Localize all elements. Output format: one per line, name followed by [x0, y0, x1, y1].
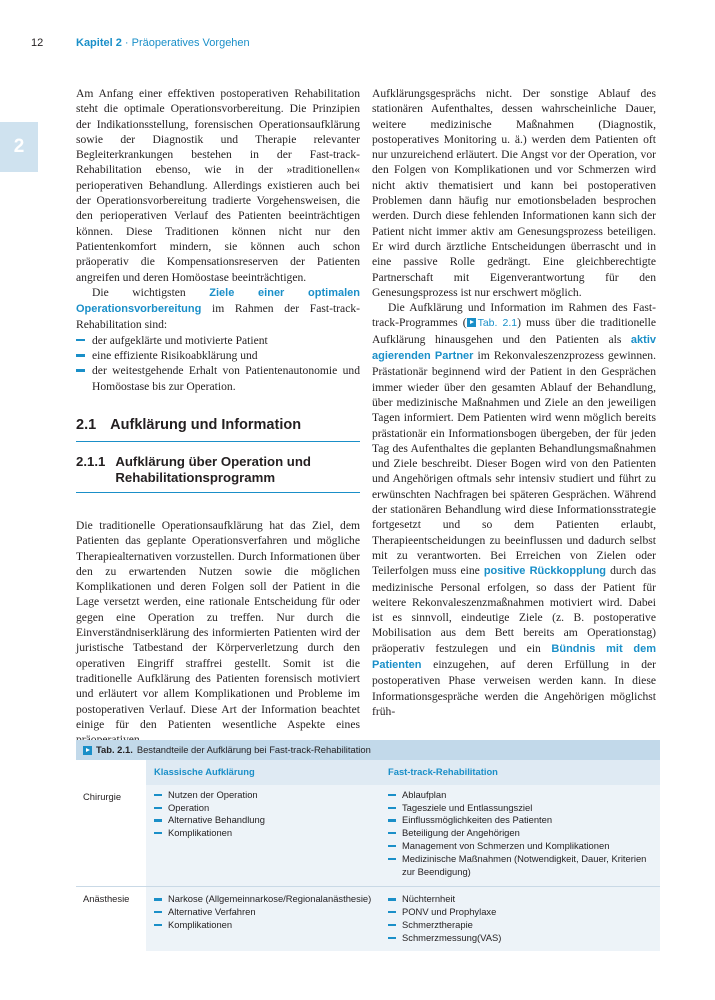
list-item: Management von Schmerzen und Komplikationen [388, 840, 652, 853]
list-item: Einflussmöglichkeiten des Patienten [388, 814, 652, 827]
chapter-tab: 2 [0, 122, 38, 172]
table-2-1 [76, 740, 660, 951]
list-item: PONV und Prophylaxe [388, 906, 652, 919]
body-paragraph: Die traditionelle Operationsaufklärung hat das Ziel, dem Patienten das geplante Operationsverfahren und mögliche Therapiealternativen vorzustellen. Durch Informationen über den zu erwartenden Nutzen sowie die möglichen Komplikationen und deren Folgen soll der Patient in die Lage versetzt werden, eine rationale Entscheidung für oder gegen eine Operation zu treffen. Nur durch die Einverständniserklärung des informierten Patienten wird der juristische Tatbestand der Körperverletzung durch den operativen Eingriff straffrei gestellt. Somit ist die traditionelle Aufklärung des Patienten forensisch motiviert und erläutert vor allem Komplikationen und Probleme im postoperativen Verlauf. Diese Art der Information beachtet einige für den Patienten wesentliche Aspekte eines [76, 518, 360, 731]
goals-highlight: Ziele einer optimalen Operationsvorbereitung [76, 286, 360, 316]
left-column [76, 86, 360, 747]
column-header: Fast-track-Rehabilitation [380, 760, 660, 785]
list-item: Medizinische Maßnahmen (Notwendigkeit, Dauer, Kriterien zur Beendigung) [388, 853, 652, 879]
running-header [76, 37, 250, 49]
keyword-highlight: Bündnis mit dem Patienten [372, 642, 656, 671]
table-label: Tab. 2.1. [96, 743, 133, 755]
list-item: Schmerztherapie [388, 919, 652, 932]
row-header: Chirurgie [83, 790, 122, 802]
page-number: 12 [31, 37, 44, 49]
body-paragraph: Die Aufklärung und Information im Rahmen des Fast-track-Programmes ( Tab. 2.1) muss über die traditionelle Aufklärung hinausgehen und den Patienten als aktiv agierenden Partner im Rekonvaleszenzprozess gewinnen. Prästationär beginnend wird der Patient in den Gesprächen immer wieder über den gesamten Ablauf der Behandlung, über medizinische Maßnahmen und Ziele an den jeweiligen Tagen informiert. Dem Patienten wird wenn möglich bereits prästationär ein Informationsbogen übergeben, der für jeden Tag des Aufenthaltes die geplanten Behandlungsmaßnahmen und Ziele beschreibt. Dieser Bogen wird von den Patienten und Angehörigen oftmals sehr intensiv studiert und führt zu erwünschten Nachfragen bei späteren Gesprächen. Während der stationären Behandlung wird diese Informationsstrategie fortgesetzt und so dem Patienten erlaubt, Therapieentscheidungen zu beeinflussen und dadurch selbst mit zu verantworten. Bei Erreichen von Zielen oder Teilerfolgen muss eine positive Rückkopplung durch das medizinische Personal erfolgen, so dass der Patient für weitere Rekonvaleszenzmaßnahmen motiviert wird. Dabei ist es sinnvoll, eindeutige Ziele (z. B. postoperative Mobilisation aus dem Bett bereits am Operationstag) präoperativ festzulegen und ein Bündnis mit dem Patienten einzugehen, auf deren Erfüllung in der postoperativen Phase verweisen werden kann. In diese Informationsgespräche werden die Angehörigen möglichst früh- [372, 301, 656, 718]
list-item: Nutzen der Operation [154, 789, 372, 802]
list-item: eine effiziente Risikoabklärung und [76, 348, 360, 363]
arrow-icon [83, 746, 92, 755]
right-column [372, 86, 656, 719]
table-corner [76, 760, 146, 785]
keyword-highlight: aktiv agierenden Partner [372, 333, 656, 363]
table-row [76, 887, 660, 951]
list-item: Komplikationen [154, 827, 372, 840]
list-item: Ablaufplan [388, 789, 652, 802]
list-item: Alternative Behandlung [154, 814, 372, 827]
list-item: Beteiligung der Angehörigen [388, 827, 652, 840]
table-caption [76, 740, 660, 760]
list-item: Alternative Verfahren [154, 906, 372, 919]
table-grid [76, 760, 660, 951]
table-caption-text: Bestandteile der Aufklärung bei Fast-track-Rehabilitation [136, 743, 371, 755]
list-item: Komplikationen [154, 919, 372, 932]
list-item: Operation [154, 802, 372, 815]
column-header: Klassische Aufklärung [146, 760, 380, 785]
table-row [76, 785, 660, 887]
subsection-heading: 2.1.1 Aufklärung über Operation und Rehabilitationsprogramm [76, 454, 360, 493]
row-header: Anästhesie [76, 887, 146, 951]
list-item: Nüchternheit [388, 893, 652, 906]
list-item: der weitestgehende Erhalt von Patientenautonomie und Homöostase bis zur Operation. [76, 363, 360, 394]
goals-list [76, 333, 360, 394]
table-reference-link[interactable]: Tab. 2.1 [467, 317, 518, 329]
list-item: Narkose (Allgemeinnarkose/Regionalanästhesie) [154, 893, 372, 906]
section-heading: 2.1 Aufklärung und Information [76, 416, 360, 442]
intro-paragraph: Am Anfang einer effektiven postoperativen Rehabilitation steht die optimale Operationsvorbereitung. Die Prinzipien der Indikationsstellung, forensischen Operationsaufklärung sowie der Diagnostik und Therapie relevanter Begleiterkrankungen bestehen in der Fast-track-Rehabilitation ebenso, wie in der »traditionellen« perioperativen Behandlung. Allerdings existieren auch bei der Operationsvorbereitung tradierte Vorgehensweisen, die den perioperativen Verlauf des Patienten beeinträchtigen können. Diese Traditionen können nicht nur den Patientenkomfort mindern, sie können auch schon präoperativ die Kompensationsreserven der Patienten angreifen und deren Homöostase beeinträchtigen. [76, 87, 360, 284]
arrow-icon [467, 318, 476, 327]
goals-paragraph: Die wichtigsten Ziele einer optimalen Operationsvorbereitung im Rahmen der Fast-track-Rehabilitation sind: [76, 285, 360, 332]
list-item: Schmerzmessung(VAS) [388, 932, 652, 945]
list-item: Tagesziele und Entlassungsziel [388, 802, 652, 815]
body-paragraph: Aufklärungsgesprächs nicht. Der sonstige Ablauf des stationären Aufenthaltes, dessen wahrscheinliche Dauer, weitere medizinische Maßnahmen (Diagnostik, postoperatives Monitoring u. ä.) werden dem Patienten oft nur unzureichend erläutert. Die Angst vor der Operation, vor den Folgen von Komplikationen und vor Schmerzen wird nicht aktiv thematisiert und kann bei postoperativen Problemen dann häufig nur emotionsbeladen besprochen werden. Durch diese fehlenden Informationen kann sich der Patient nicht immer aktiv am Genesungsprozess beteiligen. Er wird durch ärztliche Entscheidungen überrascht und in eine passive Rolle gedrängt. Eine gleichberechtigte Partnerschaft mit Eigenverantwortung für den Genesungsprozess ist nur erschwert möglich. [372, 87, 656, 299]
chapter-title: · Präoperatives Vorgehen [121, 37, 250, 49]
list-item: der aufgeklärte und motivierte Patient [76, 333, 360, 348]
keyword-highlight: positive Rückkopplung [483, 565, 607, 578]
chapter-label: Kapitel 2 [76, 37, 122, 49]
